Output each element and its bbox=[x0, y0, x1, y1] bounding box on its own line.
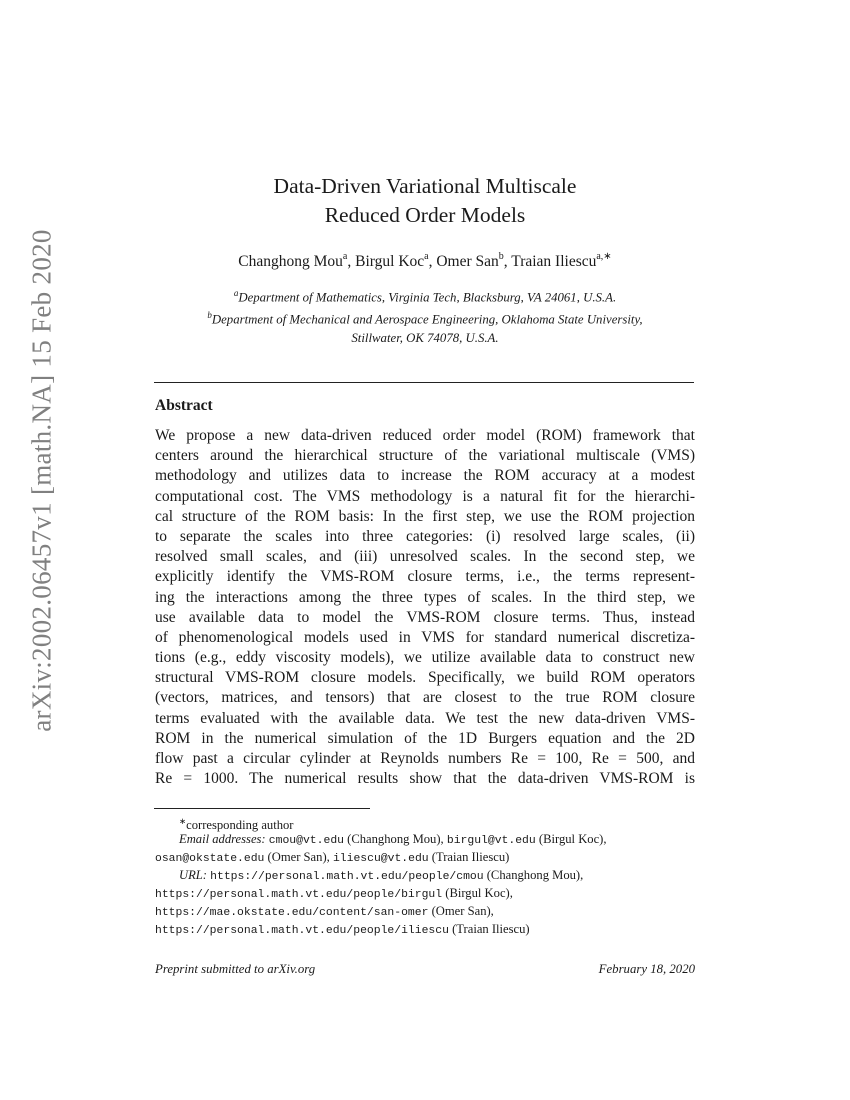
affiliation-mark: b bbox=[207, 310, 212, 321]
footnote-divider bbox=[154, 808, 370, 809]
abstract-line: tions (e.g., eddy viscosity models), we utilize available data to construct new bbox=[155, 649, 695, 667]
url-link[interactable]: https://personal.math.vt.edu/people/iliescu bbox=[155, 925, 449, 937]
footnote-text: corresponding author bbox=[186, 818, 294, 833]
footnote-emails-cont bbox=[155, 848, 700, 866]
affiliation-text: Department of Mathematics, Virginia Tech, Blacksburg, VA 24061, U.S.A. bbox=[238, 290, 617, 305]
email-link[interactable]: osan@okstate.edu bbox=[155, 853, 265, 865]
author-mark: b bbox=[498, 251, 504, 262]
abstract-line: (vectors, matrices, and tensors) that are closest to the true ROM closure bbox=[155, 689, 695, 707]
footnote-corresponding bbox=[155, 812, 700, 833]
title-line-1: Data-Driven Variational Multiscale bbox=[273, 174, 577, 198]
affiliation-a bbox=[150, 284, 700, 306]
abstract-line: explicitly identify the VMS-ROM closure terms, i.e., the terms represent- bbox=[155, 568, 695, 586]
footnotes bbox=[155, 812, 700, 938]
abstract-line: computational cost. The VMS methodology is a natural fit for the hierarchi- bbox=[155, 487, 695, 505]
footnote-url-line bbox=[155, 920, 700, 938]
url-link[interactable]: https://personal.math.vt.edu/people/birgul bbox=[155, 889, 443, 901]
url-label: URL: bbox=[179, 868, 207, 882]
abstract-line: centers around the hierarchical structure of the variational multiscale (VMS) bbox=[155, 447, 695, 465]
arxiv-identifier-text: arXiv:2002.06457v1 [math.NA] 15 Feb 2020 bbox=[26, 228, 57, 732]
affiliation-b-cont: Stillwater, OK 74078, U.S.A. bbox=[351, 330, 499, 345]
abstract-line: terms evaluated with the available data. We test the new data-driven VMS- bbox=[155, 709, 695, 727]
author-name: Traian Iliescu bbox=[511, 253, 597, 271]
author-name: Changhong Mou bbox=[238, 253, 343, 271]
author-list: Changhong Mou$^a$, Birgul Koc$^a$, Omer San$^b$, Traian Iliescu$^{a,∗}$ bbox=[238, 251, 612, 271]
abstract-line: cal structure of the ROM basis: In the first step, we use the ROM projection bbox=[155, 507, 695, 525]
paper-title bbox=[150, 172, 700, 230]
abstract-line: methodology and utilizes data to increase the ROM accuracy at a modest bbox=[155, 467, 695, 485]
footnote-url-line bbox=[155, 902, 700, 920]
abstract-line: ing the interactions among the three types of scales. In the third step, we bbox=[155, 588, 695, 606]
abstract-heading: Abstract bbox=[155, 397, 213, 414]
abstract-line: structural VMS-ROM closure models. Specifically, we build ROM operators bbox=[155, 669, 695, 687]
affiliations bbox=[150, 284, 700, 347]
abstract-line: ROM in the numerical simulation of the 1D Burgers equation and the 2D bbox=[155, 729, 695, 747]
url-owner: (Birgul Koc), bbox=[445, 886, 513, 900]
abstract-divider bbox=[154, 382, 694, 383]
arxiv-identifier-stamp bbox=[22, 228, 62, 732]
email-label: Email addresses: bbox=[179, 832, 266, 846]
email-owner: (Birgul Koc), bbox=[538, 832, 607, 846]
affiliation-mark: a bbox=[233, 288, 239, 298]
abstract-line: flow past a circular cylinder at Reynolds numbers Re = 100, Re = 500, and bbox=[155, 750, 695, 767]
url-owner: (Changhong Mou), bbox=[486, 868, 584, 882]
url-link[interactable]: https://personal.math.vt.edu/people/cmou bbox=[210, 871, 484, 883]
email-link[interactable]: birgul@vt.edu bbox=[446, 835, 536, 847]
email-link[interactable]: cmou@vt.edu bbox=[268, 835, 344, 847]
author-mark: a,∗ bbox=[596, 251, 612, 262]
url-owner: (Omer San), bbox=[431, 904, 494, 918]
abstract-line: Re = 1000. The numerical results show that the data-driven VMS-ROM is bbox=[155, 770, 695, 788]
abstract-line: to separate the scales into three categories: (i) resolved large scales, (ii) bbox=[155, 527, 695, 545]
url-owner: (Traian Iliescu) bbox=[452, 922, 530, 936]
abstract-line: resolved small scales, and (iii) unresolved scales. In the second step, we bbox=[155, 548, 695, 566]
preprint-note: Preprint submitted to arXiv.org bbox=[155, 962, 316, 976]
footnote-emails bbox=[155, 830, 700, 848]
affiliation-text: Department of Mechanical and Aerospace Engineering, Oklahoma State University, bbox=[211, 312, 643, 327]
email-link[interactable]: iliescu@vt.edu bbox=[332, 853, 429, 865]
footnote-urls bbox=[155, 866, 700, 884]
title-line-2: Reduced Order Models bbox=[324, 203, 526, 227]
author-name: Birgul Koc bbox=[355, 253, 425, 271]
email-owner: (Changhong Mou), bbox=[347, 832, 444, 846]
abstract-line: use available data to model the VMS-ROM closure terms. Thus, instead bbox=[155, 608, 695, 626]
author-name: Omer San bbox=[436, 253, 499, 271]
email-owner: (Traian Iliescu) bbox=[431, 850, 510, 864]
footnote-url-line bbox=[155, 884, 700, 902]
footnote-star: ∗ bbox=[179, 816, 187, 826]
author-mark: a bbox=[342, 251, 348, 262]
abstract-line: of phenomenological models used in VMS for standard numerical discretiza- bbox=[155, 628, 695, 646]
abstract-line: We propose a new data-driven reduced order model (ROM) framework that bbox=[155, 427, 695, 444]
preprint-date: February 18, 2020 bbox=[598, 962, 695, 976]
affiliation-b bbox=[150, 306, 700, 328]
abstract-body bbox=[155, 426, 695, 789]
email-owner: (Omer San), bbox=[267, 850, 330, 864]
url-link[interactable]: https://mae.okstate.edu/content/san-omer bbox=[155, 907, 429, 919]
author-mark: a bbox=[424, 251, 429, 262]
